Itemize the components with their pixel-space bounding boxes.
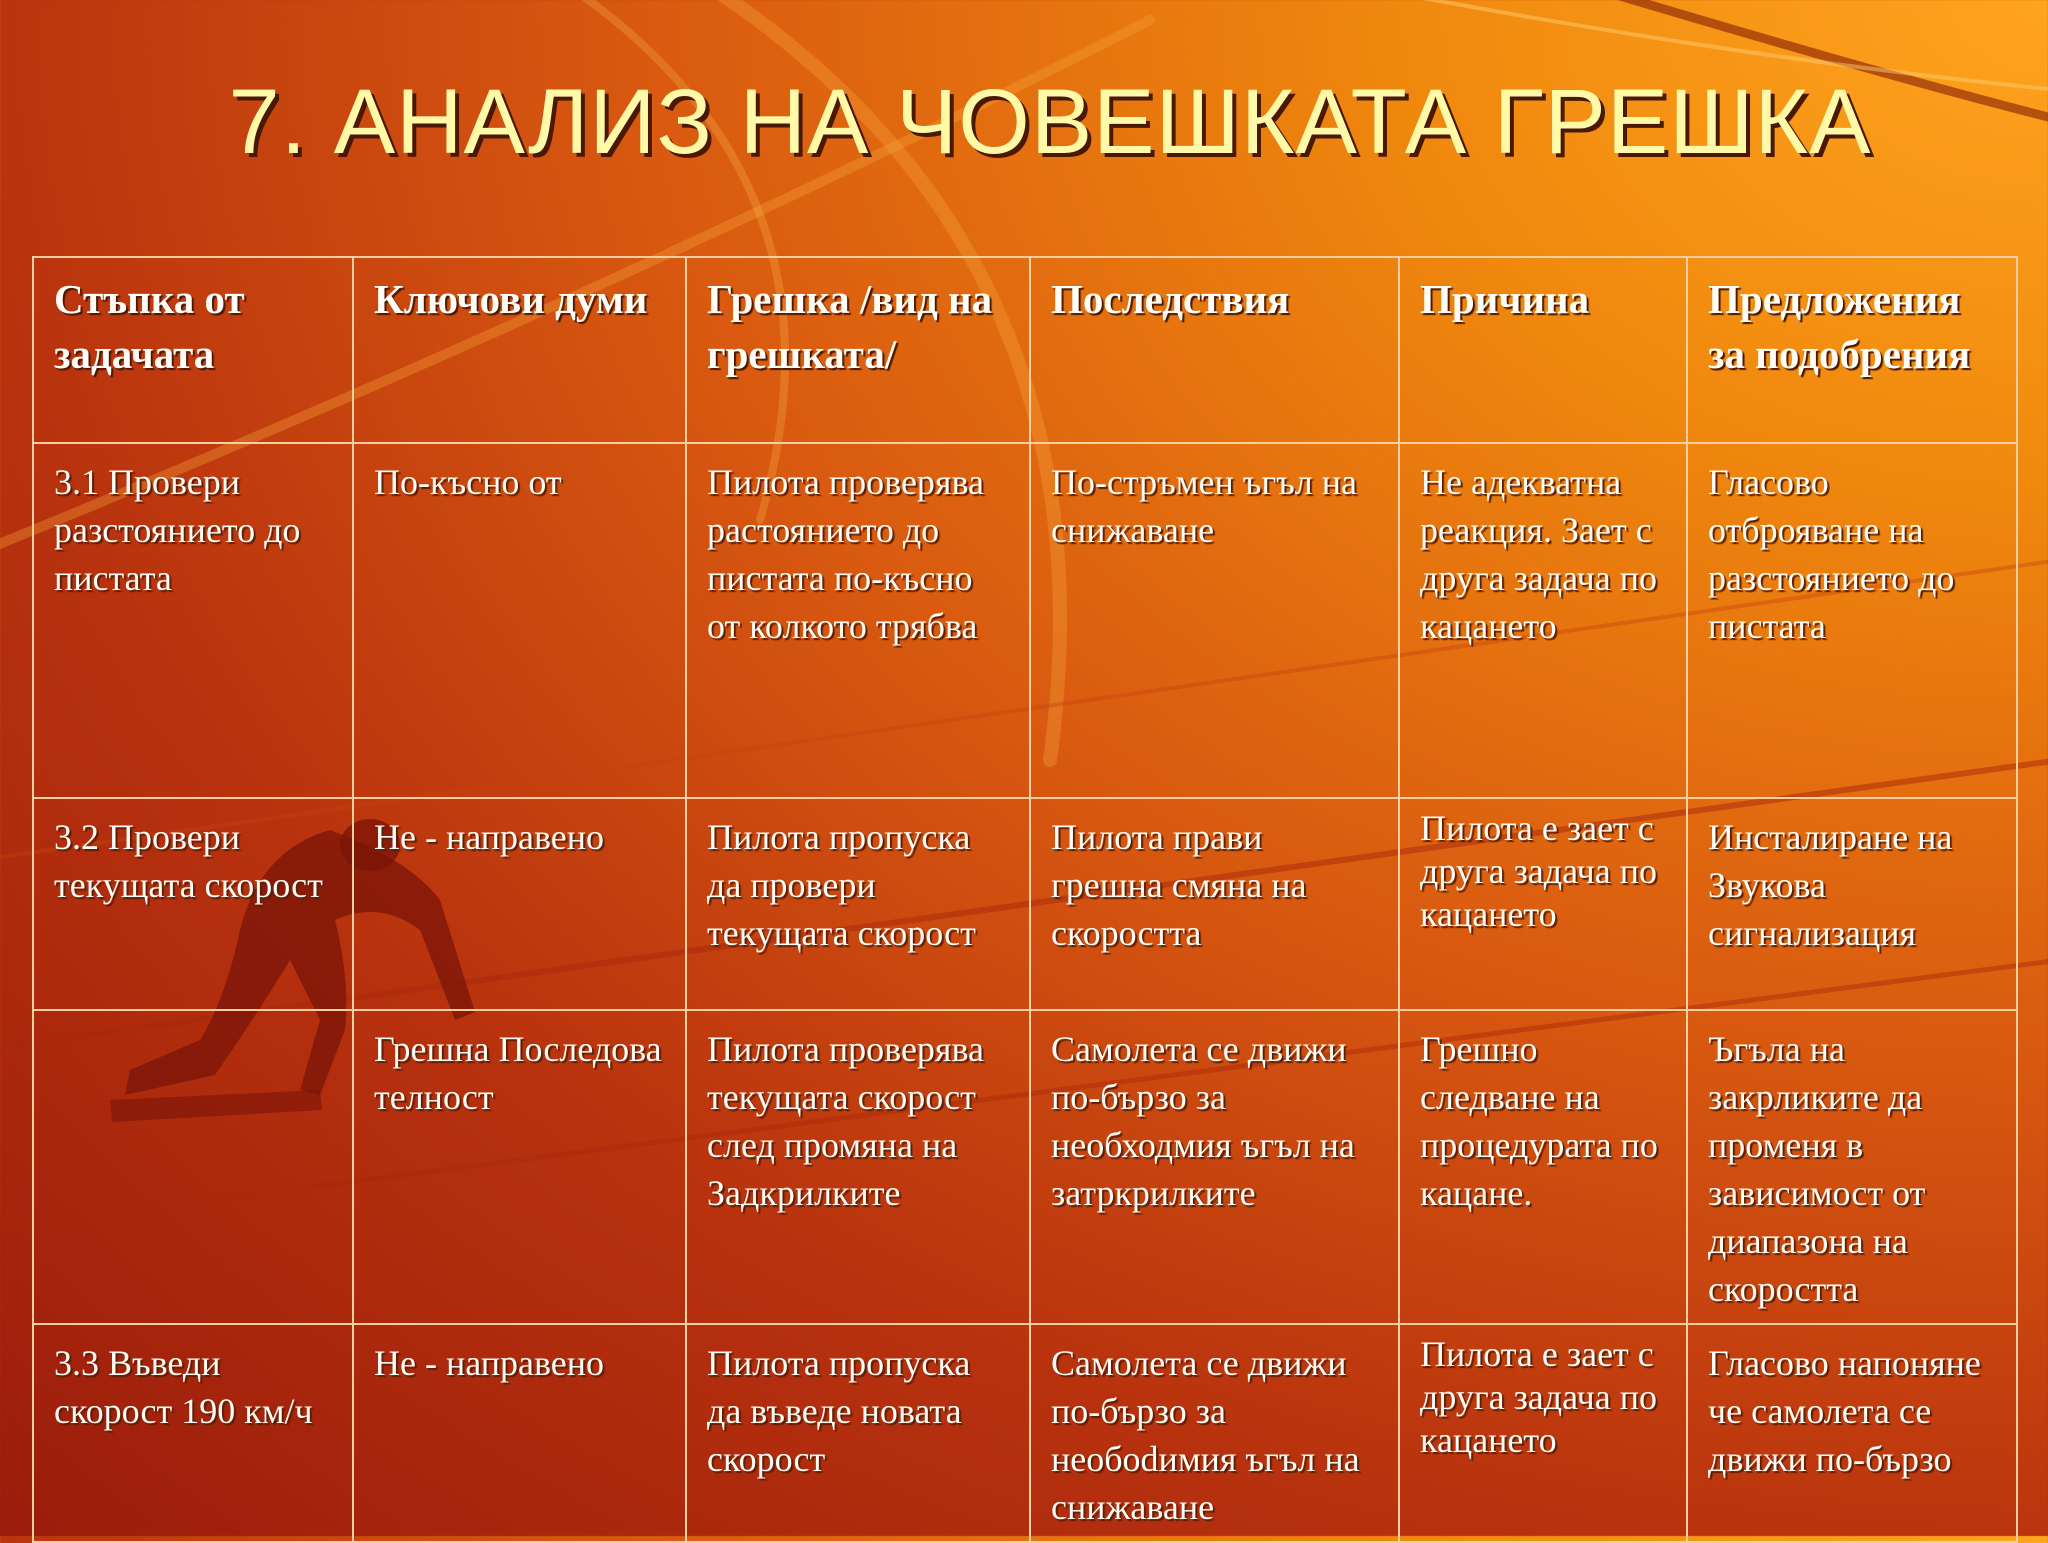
cell-improvements: Гласово отброяване на разстоянието до пистата — [1687, 443, 2017, 798]
cell-task-step: 3.1 Провери разстоянието до пистата — [33, 443, 353, 798]
cell-keywords: Не - направено — [353, 1324, 686, 1542]
cell-cause: Грешно следване на процедурата по кацане. — [1399, 1010, 1687, 1324]
table-header-row — [33, 257, 2017, 443]
cell-task-step: 3.3 Въведи скорост 190 км/ч — [33, 1324, 353, 1542]
table-row — [33, 1324, 2017, 1542]
cell-improvements: Гласово напоняне че самолета се движи по-бързо — [1687, 1324, 2017, 1542]
cell-keywords: По-късно от — [353, 443, 686, 798]
cell-consequences: Самолета се движи по-бързо за необоdимия ъгъл на снижаване — [1030, 1324, 1399, 1542]
header-improvements: Предложения за подобрения — [1687, 257, 2017, 443]
cell-task-step: 3.2 Провери текущата скорост — [33, 798, 353, 1010]
header-consequences: Последствия — [1030, 257, 1399, 443]
header-task-step: Стъпка от задачата — [33, 257, 353, 443]
cell-keywords: Не - направено — [353, 798, 686, 1010]
header-cause: Причина — [1399, 257, 1687, 443]
table-row — [33, 1010, 2017, 1324]
table-row — [33, 798, 2017, 1010]
cell-error-type: Пилота проверява текущата скорост след промяна на Задкрилките — [686, 1010, 1030, 1324]
cell-consequences: Самолета се движи по-бързо за необходмия ъгъл на затркрилките — [1030, 1010, 1399, 1324]
cell-improvements: Ъгъла на закрликите да променя в зависимост от диапазона на скоростта — [1687, 1010, 2017, 1324]
cell-cause: Пилота е зает с друга задача по кацането — [1399, 798, 1687, 1010]
cell-error-type: Пилота пропуска да въведе новата скорост — [686, 1324, 1030, 1542]
cell-consequences: По-стръмен ъгъл на снижаване — [1030, 443, 1399, 798]
cell-cause: Не адекватна реакция. Зает с друга задача по кацането — [1399, 443, 1687, 798]
cell-cause: Пилота е зает с друга задача по кацането — [1399, 1324, 1687, 1542]
cell-error-type: Пилота проверява растоянието до пистата по-късно от колкото трябва — [686, 443, 1030, 798]
cell-keywords: Грешна Последова телност — [353, 1010, 686, 1324]
slide-title: 7. АНАЛИЗ НА ЧОВЕШКАТА ГРЕШКА — [228, 71, 1872, 173]
cell-consequences: Пилота прави грешна смяна на скоростта — [1030, 798, 1399, 1010]
cell-error-type: Пилота пропуска да провери текущата скорост — [686, 798, 1030, 1010]
cell-improvements: Инсталиране на Звукова сигнализация — [1687, 798, 2017, 1010]
error-analysis-table — [32, 256, 2018, 1543]
cell-task-step — [33, 1010, 353, 1324]
header-keywords: Ключови думи — [353, 257, 686, 443]
header-error-type: Грешка /вид на грешката/ — [686, 257, 1030, 443]
table-row — [33, 443, 2017, 798]
